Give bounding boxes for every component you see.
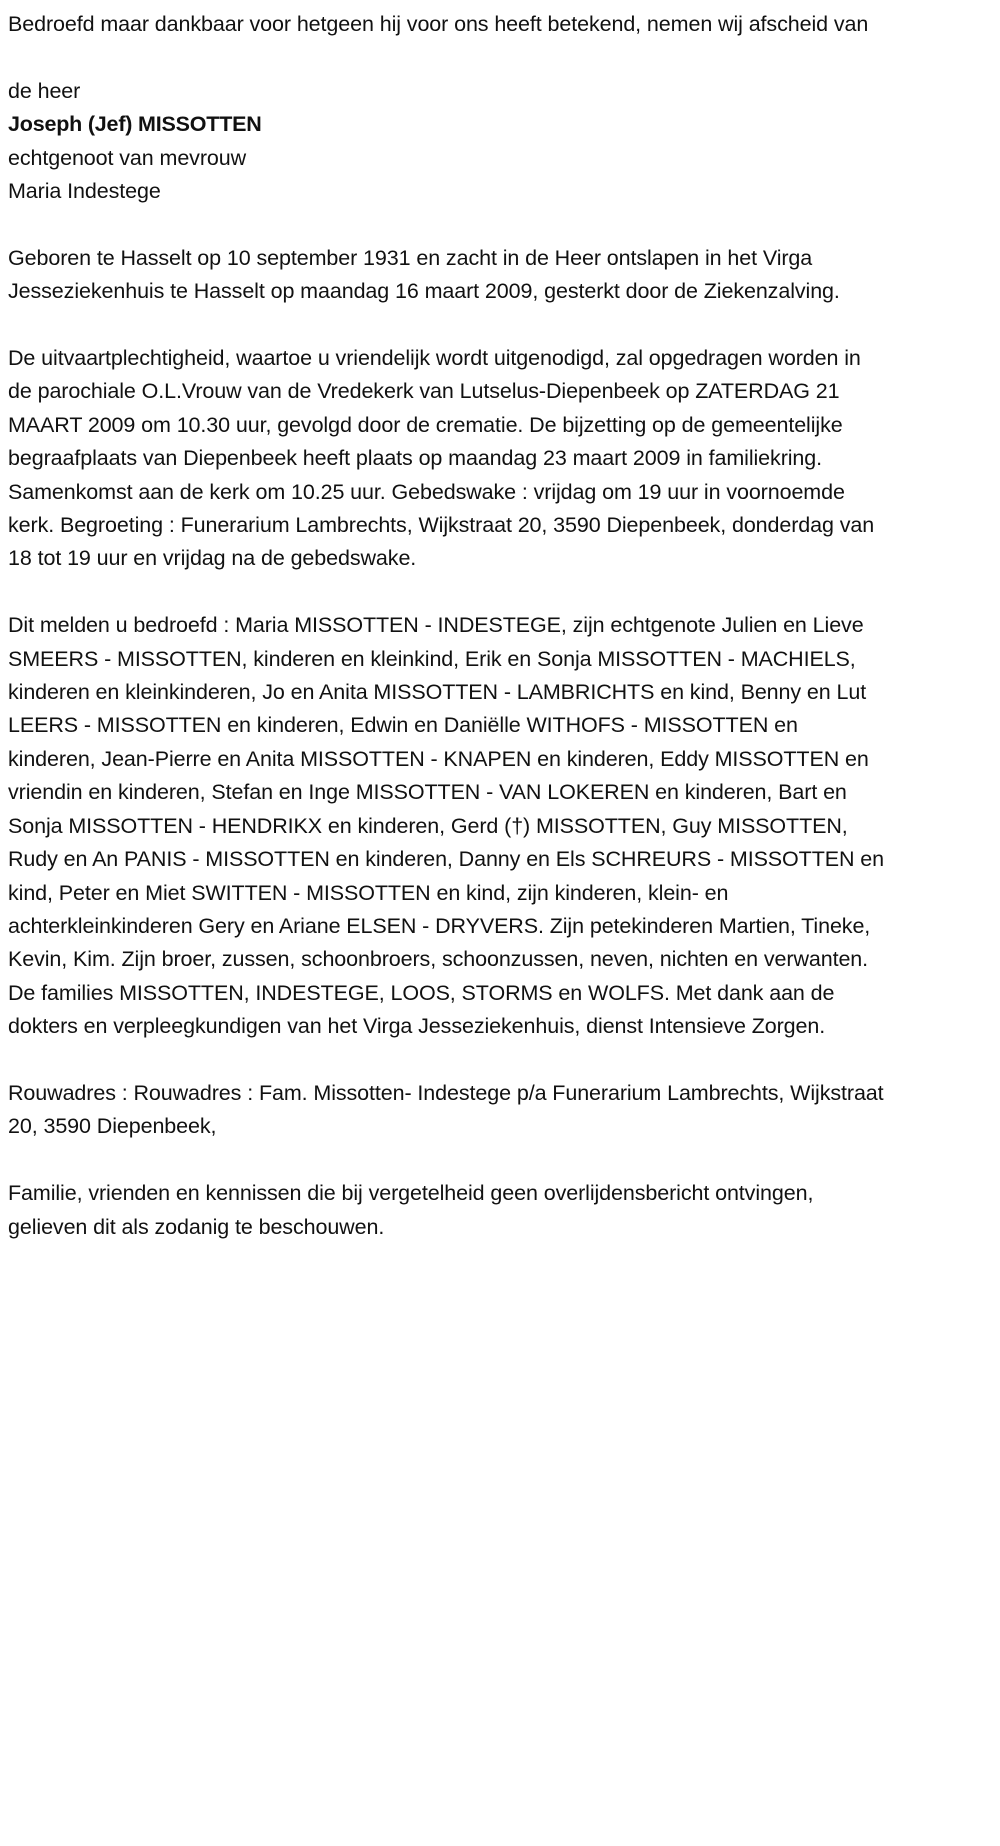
- service-details-paragraph: De uitvaartplechtigheid, waartoe u vriendelijk wordt uitgenodigd, zal opgedragen worden in de parochiale O.L.Vrouw van de Vredekerk van Lutselus-Diepenbeek op ZATERDAG 21 MAART 2009 om 10.30 uur, gevolgd door de crematie. De bijzetting op de gemeentelijke begraafplaats van Diepenbeek heeft plaats op maandag 23 maart 2009 in familiekring. Samenkomst aan de kerk om 10.25 uur. Gebedswake : vrijdag om 19 uur in voornoemde kerk. Begroeting : Funerarium Lambrechts, Wijkstraat 20, 3590 Diepenbeek, donderdag van 18 tot 19 uur en vrijdag na de gebedswake.: [8, 346, 875, 571]
- paragraph-spacer: [8, 309, 888, 342]
- deceased-name: Joseph (Jef) MISSOTTEN: [8, 112, 262, 137]
- mourning-address-paragraph: Rouwadres : Rouwadres : Fam. Missotten- Indestege p/a Funerarium Lambrechts, Wijkstraat 20, 3590 Diepenbeek,: [8, 1080, 884, 1139]
- obituary-notice: [8, 8, 888, 1244]
- survivors-paragraph: Dit melden u bedroefd : Maria MISSOTTEN - INDESTEGE, zijn echtgenote Julien en Lieve SMEERS - MISSOTTEN, kinderen en kleinkind, Erik en Sonja MISSOTTEN - MACHIELS, kinderen en kleinkinderen, Jo en Anita MISSOTTEN - LAMBRICHTS en kind, Benny en Lut LEERS - MISSOTTEN en kinderen, Edwin en Daniëlle WITHOFS - MISSOTTEN en kinderen, Jean-Pierre en Anita MISSOTTEN - KNAPEN en kinderen, Eddy MISSOTTEN en vriendin en kinderen, Stefan en Inge MISSOTTEN - VAN LOKEREN en kinderen, Bart en Sonja MISSOTTEN - HENDRIKX en kinderen, Gerd (†) MISSOTTEN, Guy MISSOTTEN, Rudy en An PANIS - MISSOTTEN en kinderen, Danny en Els SCHREURS - MISSOTTEN en kind, Peter en Miet SWITTEN - MISSOTTEN en kind, zijn kinderen, klein- en achterkleinkinderen Gery en Ariane ELSEN - DRYVERS. Zijn petekinderen Martien, Tineke, Kevin, Kim. Zijn broer, zussen, schoonbroers, schoonzussen, neven, nichten en verwanten. De families MISSOTTEN, INDESTEGE, LOOS, STORMS en WOLFS. Met dank aan de dokters en verpleegkundigen van het Virga Jesseziekenhuis, dienst Intensieve Zorgen.: [8, 613, 884, 1039]
- salutation-line: de heer: [8, 78, 81, 103]
- spouse-label: echtgenoot van mevrouw: [8, 145, 247, 170]
- paragraph-spacer: [8, 41, 888, 74]
- closing-paragraph: Familie, vrienden en kennissen die bij vergetelheid geen overlijdensbericht ontvingen, gelieven dit als zodanig te beschouwen.: [8, 1181, 814, 1239]
- spouse-name: Maria Indestege: [8, 179, 161, 204]
- paragraph-spacer: [8, 1044, 888, 1077]
- paragraph-spacer: [8, 1144, 888, 1177]
- paragraph-spacer: [8, 576, 888, 609]
- paragraph-spacer: [8, 208, 888, 241]
- intro-paragraph: Bedroefd maar dankbaar voor hetgeen hij voor ons heeft betekend, nemen wij afscheid van: [8, 12, 869, 36]
- birth-death-paragraph: Geboren te Hasselt op 10 september 1931 en zacht in de Heer ontslapen in het Virga Jesseziekenhuis te Hasselt op maandag 16 maart 2009, gesterkt door de Ziekenzalving.: [8, 245, 840, 304]
